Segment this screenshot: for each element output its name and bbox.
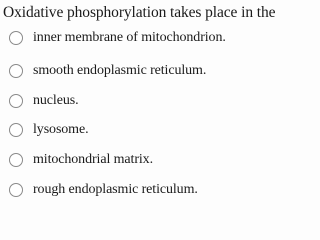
option-label: mitochondrial matrix. bbox=[33, 152, 153, 167]
option-mitochondrial-matrix[interactable] bbox=[9, 149, 153, 171]
radio-button[interactable] bbox=[9, 31, 23, 45]
option-label: nucleus. bbox=[33, 93, 79, 108]
option-smooth-endoplasmic-reticulum[interactable] bbox=[9, 60, 206, 82]
option-nucleus[interactable] bbox=[9, 90, 78, 112]
option-rough-endoplasmic-reticulum[interactable] bbox=[9, 179, 198, 201]
radio-button[interactable] bbox=[9, 64, 23, 78]
option-label: smooth endoplasmic reticulum. bbox=[33, 63, 207, 78]
option-label: inner membrane of mitochondrion. bbox=[33, 30, 226, 45]
option-label: rough endoplasmic reticulum. bbox=[33, 182, 198, 197]
option-lysosome[interactable] bbox=[9, 119, 89, 141]
radio-button[interactable] bbox=[9, 94, 23, 108]
option-inner-membrane-of-mitochondrion[interactable] bbox=[9, 27, 226, 49]
radio-button[interactable] bbox=[9, 153, 23, 167]
option-label: lysosome. bbox=[33, 122, 89, 137]
question-text: Oxidative phosphorylation takes place in the bbox=[3, 4, 276, 21]
radio-button[interactable] bbox=[9, 123, 23, 137]
radio-button[interactable] bbox=[9, 183, 23, 197]
